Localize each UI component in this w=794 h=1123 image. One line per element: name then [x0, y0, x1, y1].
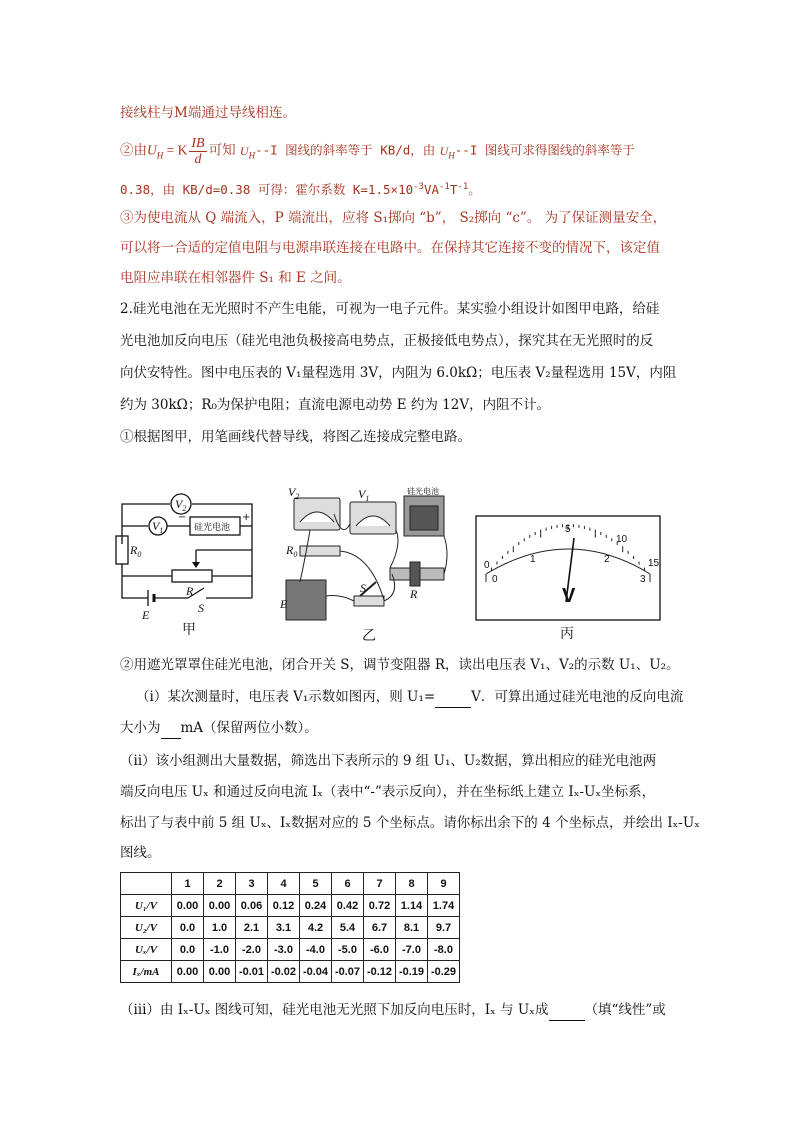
text-line-17: 标出了与表中前 5 组 Uₓ、Iₓ数据对应的 5 个坐标点。请你标出余下的 4 个坐标点，并绘出 Iₓ-Uₓ [120, 815, 700, 831]
text-line-12: ②用遮光罩罩住硅光电池，闭合开关 S，调节变阻器 R，读出电压表 V₁、V₂的示数 U₁、U₂。 [120, 657, 680, 673]
table-cell: 0.06 [236, 895, 268, 917]
table-header-cell: 2 [204, 873, 236, 895]
text-line-10: 约为 30kΩ；R₀为保护电阻；直流电源电动势 E 约为 12V，内阻不计。 [120, 397, 551, 413]
figure-jia-circuit [112, 486, 262, 636]
table-cell: 1.14 [396, 895, 428, 917]
caption-jia: 甲 [182, 622, 196, 636]
label-v2: $V_2$ [288, 485, 300, 501]
table-row-label: U₁/V [121, 895, 172, 917]
figure-yi-apparatus [280, 484, 460, 642]
tick-label-inner-0: 0 [492, 574, 498, 585]
figure-bing-voltmeter [474, 514, 664, 644]
table-row [121, 939, 460, 961]
table-cell: -7.0 [396, 939, 428, 961]
table-header-cell: 4 [268, 873, 300, 895]
tick-label-outer-5: 5 [565, 524, 571, 535]
text-line-19: （ⅲ）由 Iₓ-Uₓ 图线可知，硅光电池无光照下加反向电压时，Iₓ 与 Uₓ成 （填“线性”或 [120, 1000, 666, 1021]
caption-bing: 丙 [560, 626, 574, 642]
table-cell: 8.1 [396, 917, 428, 939]
table-cell: 6.7 [364, 917, 396, 939]
table-row [121, 895, 460, 917]
table-header-cell: 9 [428, 873, 460, 895]
table-cell: -1.0 [204, 939, 236, 961]
table-row-label: Iₓ/mA [121, 961, 172, 983]
tick-label-inner-3: 3 [640, 574, 646, 585]
text-line-5: 可以将一合适的定值电阻与电源串联连接在电路中。在保持其它连接不变的情况下，该定值 [120, 240, 660, 256]
hall-formula: $U_H = K$ $\frac{IB}{d}$ [147, 136, 205, 167]
table-cell: 5.4 [332, 917, 364, 939]
table-cell: 0.00 [172, 895, 204, 917]
table-cell: -6.0 [364, 939, 396, 961]
text-line-1: 接线柱与M端通过导线相连。 [120, 105, 296, 121]
label-v1: $V_1$ [152, 519, 164, 535]
table-cell: 0.12 [268, 895, 300, 917]
table-cell: 0.24 [300, 895, 332, 917]
table-cell: -0.19 [396, 961, 428, 983]
label-solar-cell: 硅光电池 [407, 487, 439, 496]
text-line-11: ①根据图甲，用笔画线代替导线，将图乙连接成完整电路。 [120, 429, 471, 445]
answer-blank-current[interactable] [161, 718, 181, 739]
table-header-cell: 3 [236, 873, 268, 895]
text-line-8: 光电池加反向电压（硅光电池负极接高电势点，正极接低电势点），探究其在无光照时的反 [120, 333, 654, 349]
label-e: E [280, 597, 288, 611]
answer-blank-u1[interactable] [435, 687, 471, 708]
text-line-6: 电阻应串联在相邻器件 S₁ 和 E 之间。 [120, 270, 351, 286]
table-cell: -0.07 [332, 961, 364, 983]
table-cell: 0.72 [364, 895, 396, 917]
tick-label-outer-0: 0 [484, 560, 490, 571]
table-cell: -2.0 [236, 939, 268, 961]
table-cell: 2.1 [236, 917, 268, 939]
tick-label-outer-10: 10 [616, 534, 628, 545]
table-cell: 3.1 [268, 917, 300, 939]
label-minus: − [178, 512, 187, 523]
label-v2: $V_2$ [175, 497, 187, 513]
answer-blank-relation[interactable] [549, 1000, 585, 1021]
table-header-cell: 6 [332, 873, 364, 895]
label-r: R [410, 587, 418, 601]
table-cell: -0.12 [364, 961, 396, 983]
table-cell: -0.01 [236, 961, 268, 983]
text-segment: ②由 [120, 142, 147, 159]
text-line-7: 2.硅光电池在无光照时不产生电能，可视为一电子元件。某实验小组设计如图甲电路，给硅 [120, 301, 660, 317]
table-cell: -5.0 [332, 939, 364, 961]
table-cell: 4.2 [300, 917, 332, 939]
table-cell: -4.0 [300, 939, 332, 961]
label-solar-cell: 硅光电池 [194, 523, 231, 533]
text-line-14: 大小为 mA（保留两位小数）。 [120, 718, 318, 739]
text-line-18: 图线。 [120, 845, 161, 861]
table-cell: 0.42 [332, 895, 364, 917]
table-row-label: Uₓ/V [121, 939, 172, 961]
table-cell: 1.0 [204, 917, 236, 939]
table-cell: 0.00 [204, 895, 236, 917]
table-cell: 0.00 [204, 961, 236, 983]
table-header-cell: 1 [172, 873, 204, 895]
table-cell: -8.0 [428, 939, 460, 961]
dial-unit: V [562, 585, 576, 607]
label-r: R [186, 584, 194, 598]
tick-label-outer-15: 15 [648, 558, 660, 569]
tick-label-inner-2: 2 [604, 554, 610, 565]
table-cell: 1.74 [428, 895, 460, 917]
text-line-15: （ⅱ）该小组测出大量数据，筛选出下表所示的 9 组 U₁、U₂数据，算出相应的硅光电池两 [120, 753, 657, 769]
table-cell: -0.29 [428, 961, 460, 983]
table-header-cell: 5 [300, 873, 332, 895]
label-v1: $V_1$ [358, 487, 370, 503]
table-cell: 0.0 [172, 939, 204, 961]
text-line-3: 0.38，由 KB/d=0.38 可得：霍尔系数 $K=1.5\times 10^{-3}VA^{-1}T^{-1}$。 [120, 182, 481, 198]
fraction: $\frac{IB}{d}$ [191, 136, 205, 167]
table-row [121, 917, 460, 939]
data-table [120, 872, 460, 983]
label-s: S [198, 601, 204, 615]
table-row [121, 961, 460, 983]
table-row-label: U₂/V [121, 917, 172, 939]
label-s: S [360, 581, 366, 595]
label-e: E [142, 608, 150, 622]
caption-yi: 乙 [362, 628, 376, 642]
table-cell: 0.00 [172, 961, 204, 983]
text-line-4: ③为使电流从 Q 端流入，P 端流出，应将 S₁掷向 “b”， S₂掷向 “c”。 为了保证测量安全， [120, 210, 667, 226]
table-cell: 0.0 [172, 917, 204, 939]
label-plus: + [242, 512, 251, 523]
table-cell: -0.02 [268, 961, 300, 983]
text-line-16: 端反向电压 Uₓ 和通过反向电流 Iₓ（表中“-”表示反向），并在坐标纸上建立 Iₓ-Uₓ坐标系， [120, 784, 656, 800]
table-cell: -0.04 [300, 961, 332, 983]
table-cell: -3.0 [268, 939, 300, 961]
table-header-cell: 7 [364, 873, 396, 895]
label-r0: $R_0$ [286, 543, 298, 559]
tick-label-inner-1: 1 [530, 554, 536, 565]
table-cell: 9.7 [428, 917, 460, 939]
label-r0: $R_0$ [130, 543, 142, 559]
text-line-13: （ⅰ）某次测量时，电压表 V₁示数如图丙，则 U₁= V．可算出通过硅光电池的反向电流 [136, 687, 683, 708]
text-line-9: 向伏安特性。图中电压表的 V₁量程选用 3V，内阻为 6.0kΩ；电压表 V₂量程选用 15V，内阻 [120, 365, 677, 381]
table-header-row [121, 873, 460, 895]
table-header-cell: 8 [396, 873, 428, 895]
text-line-2: ②由$U_H = K$ $\frac{IB}{d}$ 可知 $U_H--I$ 图线的斜率等于 KB/d，由 $U_H--I$ 图线可求得图线的斜率等于 [120, 136, 635, 167]
table-corner-cell [121, 873, 172, 895]
